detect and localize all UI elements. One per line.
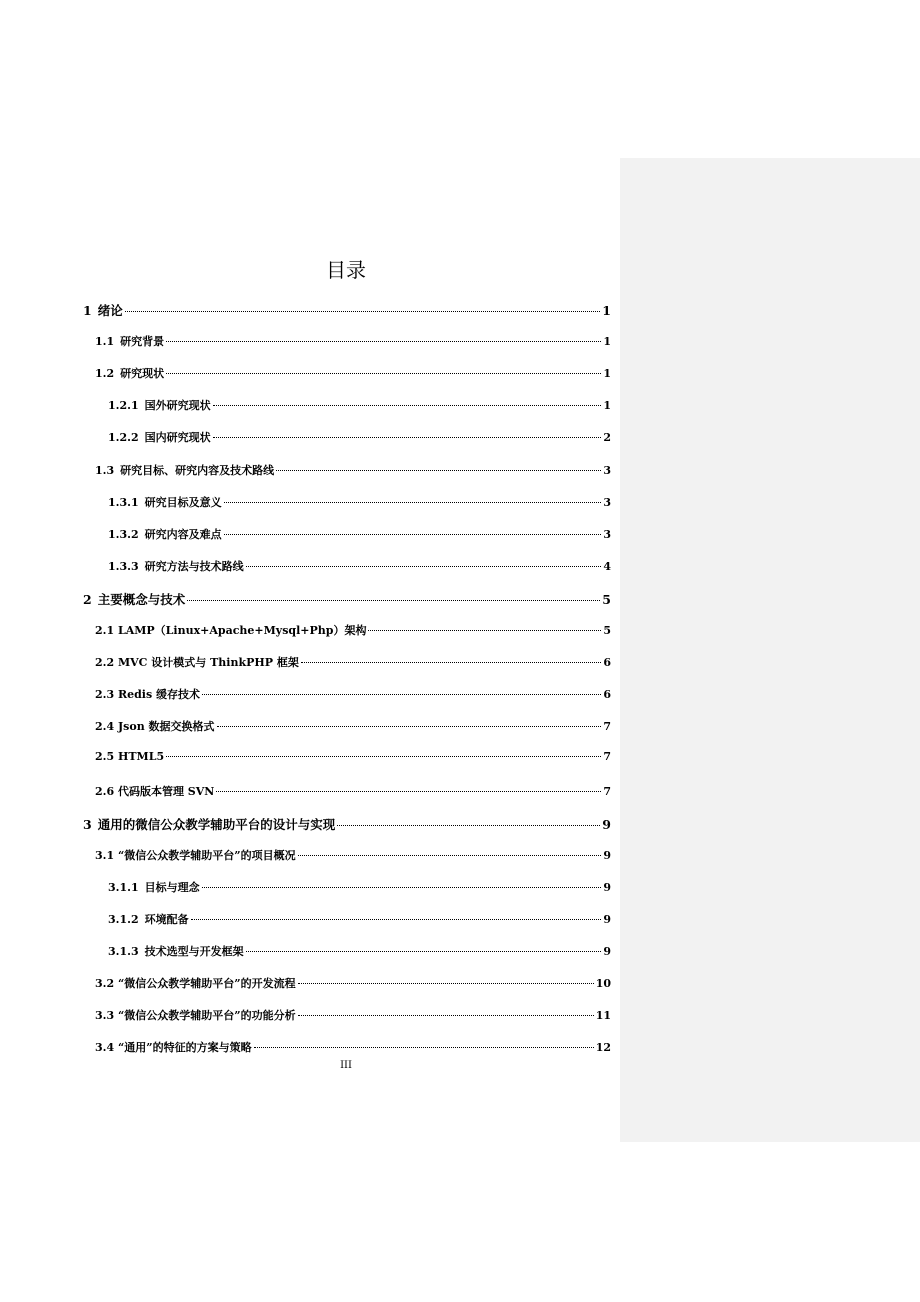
toc-entry-number: 1.1 <box>95 335 115 349</box>
toc-dot-leader <box>202 887 602 888</box>
toc-entry-page: 1 <box>603 335 611 349</box>
toc-entry-number: 1.2 <box>95 367 115 381</box>
toc-entry-title: 研究目标、研究内容及技术路线 <box>120 463 275 477</box>
toc-entry-page: 7 <box>603 720 611 734</box>
toc-dot-leader <box>125 311 601 312</box>
toc-dot-leader <box>224 534 602 535</box>
toc-entry-title: 3.1 “微信公众教学辅助平台”的项目概况 <box>95 848 296 862</box>
toc-entry-page: 9 <box>602 816 611 832</box>
toc-dot-leader <box>213 437 602 438</box>
toc-entry[interactable] <box>108 429 611 447</box>
toc-entry[interactable] <box>95 365 611 383</box>
toc-dot-leader <box>298 855 602 856</box>
toc-entry-title: 研究内容及难点 <box>144 527 222 541</box>
toc-entry-page: 3 <box>603 463 611 477</box>
toc-dot-leader <box>191 919 602 920</box>
toc-entry-number: 1.2.2 <box>108 431 139 445</box>
toc-entry[interactable] <box>95 686 611 704</box>
toc-entry[interactable] <box>95 1039 611 1057</box>
toc-entry[interactable] <box>95 783 611 801</box>
toc-entry-title: 研究方法与技术路线 <box>144 559 244 573</box>
toc-entry-page: 10 <box>595 977 611 991</box>
toc-dot-leader <box>246 566 602 567</box>
toc-entry[interactable] <box>95 462 611 480</box>
toc-entry-number: 1.3.3 <box>108 559 139 573</box>
toc-entry[interactable] <box>83 815 611 833</box>
toc-entry-number: 3.1.2 <box>108 912 139 926</box>
toc-entry[interactable] <box>108 911 611 929</box>
toc-dot-leader <box>298 1015 594 1016</box>
toc-entry-number: 2 <box>83 591 92 607</box>
toc-entry-page: 2 <box>603 431 611 445</box>
toc-entry-number: 1 <box>83 303 92 318</box>
toc-entry[interactable] <box>108 494 611 512</box>
toc-entry-title: 研究背景 <box>120 335 165 349</box>
toc-entry[interactable] <box>95 975 611 993</box>
toc-entry[interactable] <box>108 526 611 544</box>
toc-dot-leader <box>166 373 601 374</box>
comment-pane <box>620 158 920 1142</box>
toc-entry-page: 5 <box>602 591 611 607</box>
toc-entry-title: 2.5 HTML5 <box>95 750 165 764</box>
toc-entry-title: 国内研究现状 <box>144 431 211 445</box>
toc-entry-page: 1 <box>603 367 611 381</box>
toc-entry-title: 国外研究现状 <box>144 399 211 413</box>
toc-entry-page: 6 <box>603 688 611 702</box>
toc-entry-number: 1.3.2 <box>108 527 139 541</box>
toc-dot-leader <box>298 983 594 984</box>
toc-entry-number: 3.1.1 <box>108 880 139 894</box>
toc-entry-page: 3 <box>603 527 611 541</box>
toc-entry-title: 3.3 “微信公众教学辅助平台”的功能分析 <box>95 1009 296 1023</box>
toc-dot-leader <box>337 825 600 826</box>
toc-entry-page: 3 <box>603 495 611 509</box>
toc-dot-leader <box>216 791 601 792</box>
toc-dot-leader <box>166 341 601 342</box>
toc-entry-title: 通用的微信公众教学辅助平台的设计与实现 <box>97 816 336 832</box>
toc-entry-page: 11 <box>595 1009 611 1023</box>
toc-dot-leader <box>301 662 602 663</box>
toc-entry-title: 2.4 Json 数据交换格式 <box>95 720 215 734</box>
toc-entry-title: 3.2 “微信公众教学辅助平台”的开发流程 <box>95 977 296 991</box>
page-number: III <box>340 1060 352 1071</box>
toc-entry-number: 3 <box>83 816 92 832</box>
toc-entry-title: 2.3 Redis 缓存技术 <box>95 688 200 702</box>
toc-entry-page: 7 <box>603 750 611 764</box>
toc-dot-leader <box>187 600 600 601</box>
toc-entry-title: 技术选型与开发框架 <box>144 945 244 958</box>
toc-dot-leader <box>246 951 602 952</box>
toc-dot-leader <box>224 502 602 503</box>
toc-entry-title: 研究目标及意义 <box>144 495 222 509</box>
toc-entry-title: 2.2 MVC 设计模式与 ThinkPHP 框架 <box>95 656 299 670</box>
toc-entry-title: 目标与理念 <box>144 880 200 894</box>
toc-dot-leader <box>213 405 602 406</box>
toc-entry[interactable] <box>95 333 611 351</box>
toc-entry[interactable] <box>108 397 611 415</box>
toc-entry[interactable] <box>95 718 611 736</box>
toc-entry-page: 12 <box>595 1041 611 1055</box>
toc-entry-page: 9 <box>603 945 611 958</box>
toc-entry-number: 1.2.1 <box>108 399 139 413</box>
toc-entry-title: 研究现状 <box>120 367 165 381</box>
toc-entry[interactable] <box>95 1007 611 1025</box>
toc-dot-leader <box>166 756 601 757</box>
toc-entry[interactable] <box>83 301 611 319</box>
toc-entry-title: 主要概念与技术 <box>97 591 186 607</box>
toc-entry-page: 5 <box>603 624 611 637</box>
toc-entry[interactable] <box>108 558 611 576</box>
toc-dot-leader <box>202 694 601 695</box>
toc-entry-page: 9 <box>603 912 611 926</box>
toc-entry[interactable] <box>95 847 611 865</box>
toc-entry-page: 7 <box>603 784 611 798</box>
toc-entry-number: 3.1.3 <box>108 945 139 958</box>
toc-entry[interactable] <box>108 879 611 897</box>
toc-entry-title: 3.4 “通用”的特征的方案与策略 <box>95 1041 252 1055</box>
toc-dot-leader <box>254 1047 594 1048</box>
toc-entry-page: 1 <box>603 399 611 413</box>
toc-entry-number: 1.3.1 <box>108 495 139 509</box>
toc-entry-page: 4 <box>603 559 611 573</box>
toc-title: 目录 <box>326 258 366 282</box>
toc-entry-title: 2.6 代码版本管理 SVN <box>95 784 215 798</box>
toc-dot-leader <box>276 470 601 471</box>
toc-entry-page: 9 <box>603 848 611 862</box>
toc-dot-leader <box>217 726 602 727</box>
toc-entry-number: 1.3 <box>95 463 115 477</box>
toc-entry-title: 绪论 <box>97 303 123 318</box>
toc-entry-page: 6 <box>603 656 611 670</box>
toc-entry[interactable] <box>108 943 611 961</box>
toc-entry[interactable] <box>95 654 611 672</box>
toc-entry[interactable] <box>95 750 611 768</box>
toc-entry-page: 1 <box>602 303 611 318</box>
toc-entry-title: 环境配备 <box>144 912 189 926</box>
toc-entry-title: 2.1 LAMP（Linux+Apache+Mysql+Php）架构 <box>95 624 367 637</box>
toc-entry[interactable] <box>83 590 611 608</box>
toc-dot-leader <box>368 630 601 631</box>
toc-entry[interactable] <box>95 622 611 640</box>
toc-entry-page: 9 <box>603 880 611 894</box>
